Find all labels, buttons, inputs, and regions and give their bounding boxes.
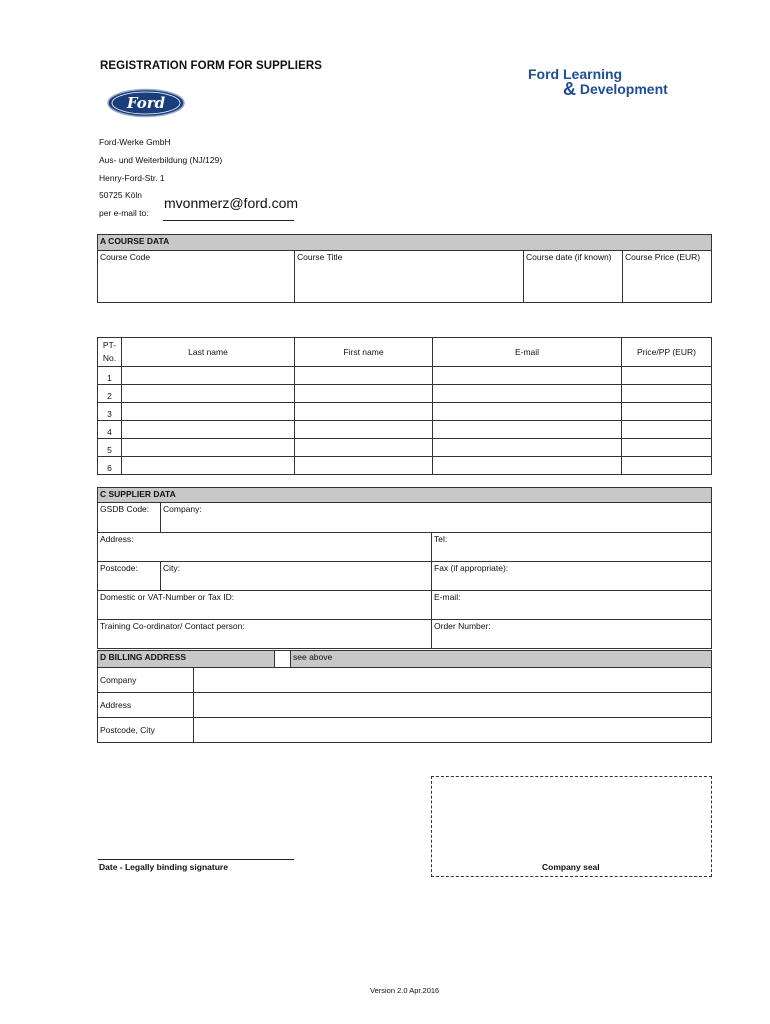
course-price-field[interactable]: Course Price (EUR) (623, 251, 712, 303)
email-cell[interactable] (433, 439, 622, 457)
ford-oval-logo (106, 88, 186, 118)
participants-table (97, 337, 712, 475)
billing-company-label: Company (98, 668, 194, 693)
price-cell[interactable] (622, 367, 712, 385)
price-cell[interactable] (622, 439, 712, 457)
first-name-cell[interactable] (295, 385, 433, 403)
price-cell[interactable] (622, 421, 712, 439)
course-data-table (97, 234, 712, 303)
email-cell[interactable] (433, 457, 622, 475)
participant-row (98, 421, 712, 439)
participant-row (98, 367, 712, 385)
last-name-cell[interactable] (122, 367, 295, 385)
ford-learning-development-logo (528, 67, 668, 97)
address-city: 50725 Köln (99, 190, 143, 200)
email-cell[interactable] (433, 403, 622, 421)
participant-number: 1 (98, 367, 122, 385)
address-company: Ford-Werke GmbH (99, 137, 171, 147)
course-date-field[interactable]: Course date (if known) (524, 251, 623, 303)
order-number-field[interactable]: Order Number: (432, 620, 712, 649)
company-field[interactable]: Company: (161, 503, 712, 533)
brand-line-1: Ford Learning (528, 66, 623, 82)
logo-text: Ford (126, 94, 166, 112)
participant-number: 5 (98, 439, 122, 457)
participant-number: 2 (98, 385, 122, 403)
price-cell[interactable] (622, 403, 712, 421)
last-name-header: Last name (122, 338, 295, 367)
first-name-cell[interactable] (295, 367, 433, 385)
email-value[interactable]: mvonmerz@ford.com (164, 195, 299, 211)
see-above-label: see above (291, 651, 712, 668)
city-field[interactable]: City: (161, 562, 432, 591)
billing-postcode-city-field[interactable] (194, 718, 712, 743)
email-cell[interactable] (433, 421, 622, 439)
tel-field[interactable]: Tel: (432, 533, 712, 562)
course-section-header: A COURSE DATA (98, 235, 712, 251)
address-field[interactable]: Address: (98, 533, 432, 562)
last-name-cell[interactable] (122, 385, 295, 403)
billing-address-table (97, 650, 712, 743)
email-underline (163, 220, 294, 221)
participant-row (98, 439, 712, 457)
brand-line-2: Development (579, 81, 668, 97)
billing-postcode-city-label: Postcode, City (98, 718, 194, 743)
gsdb-code-field[interactable]: GSDB Code: (98, 503, 161, 533)
supplier-data-table (97, 487, 712, 649)
price-pp-header: Price/PP (EUR) (622, 338, 712, 367)
postcode-field[interactable]: Postcode: (98, 562, 161, 591)
address-department: Aus- und Weiterbildung (NJ/129) (99, 155, 223, 165)
billing-address-label: Address (98, 693, 194, 718)
company-seal-label: Company seal (542, 862, 600, 872)
signature-label: Date - Legally binding signature (99, 862, 228, 872)
participant-row (98, 457, 712, 475)
address-street: Henry-Ford-Str. 1 (99, 173, 165, 183)
first-name-header: First name (295, 338, 433, 367)
first-name-cell[interactable] (295, 403, 433, 421)
form-title: REGISTRATION FORM FOR SUPPLIERS (100, 60, 323, 72)
supplier-section-header: C SUPPLIER DATA (98, 488, 712, 503)
signature-line[interactable] (98, 859, 294, 860)
participant-row (98, 385, 712, 403)
price-cell[interactable] (622, 457, 712, 475)
price-cell[interactable] (622, 385, 712, 403)
participant-number: 3 (98, 403, 122, 421)
version-footer: Version 2.0 Apr.2016 (370, 986, 440, 995)
coordinator-field[interactable]: Training Co-ordinator/ Contact person: (98, 620, 432, 649)
billing-section-header: D BILLING ADDRESS (98, 651, 275, 668)
last-name-cell[interactable] (122, 403, 295, 421)
supplier-email-field[interactable]: E-mail: (432, 591, 712, 620)
first-name-cell[interactable] (295, 457, 433, 475)
billing-address-field[interactable] (194, 693, 712, 718)
participant-no-header: PT- No. (98, 338, 122, 367)
last-name-cell[interactable] (122, 439, 295, 457)
participant-row (98, 403, 712, 421)
last-name-cell[interactable] (122, 421, 295, 439)
see-above-checkbox[interactable] (275, 651, 291, 668)
last-name-cell[interactable] (122, 457, 295, 475)
email-label: per e-mail to: (99, 208, 149, 218)
email-cell[interactable] (433, 385, 622, 403)
brand-ampersand: & (563, 79, 576, 99)
email-header: E-mail (433, 338, 622, 367)
first-name-cell[interactable] (295, 421, 433, 439)
billing-company-field[interactable] (194, 668, 712, 693)
first-name-cell[interactable] (295, 439, 433, 457)
participant-number: 6 (98, 457, 122, 475)
participant-number: 4 (98, 421, 122, 439)
vat-field[interactable]: Domestic or VAT-Number or Tax ID: (98, 591, 432, 620)
course-code-field[interactable]: Course Code (98, 251, 295, 303)
course-title-field[interactable]: Course Title (295, 251, 524, 303)
email-cell[interactable] (433, 367, 622, 385)
fax-field[interactable]: Fax (if appropriate): (432, 562, 712, 591)
